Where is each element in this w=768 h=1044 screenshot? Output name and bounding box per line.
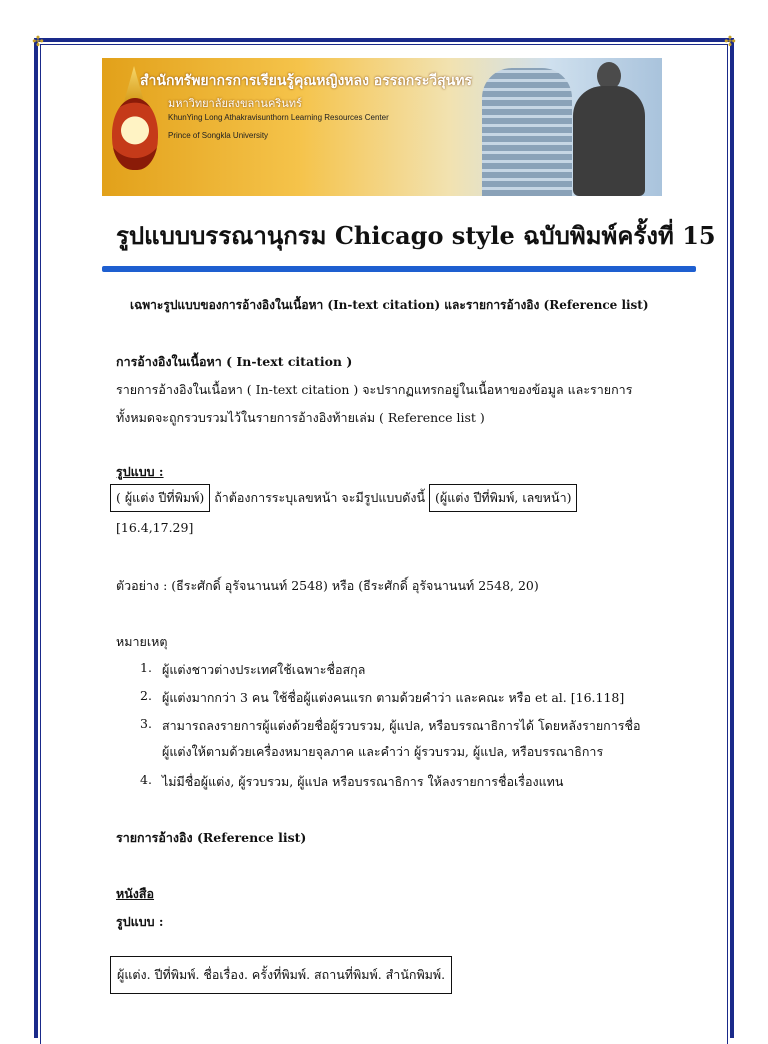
reference-heading: รายการอ้างอิง (Reference list)	[116, 830, 307, 845]
format-box-author-year: ( ผู้แต่ง ปีที่พิมพ์)	[110, 484, 210, 512]
note-number: 4.	[140, 772, 152, 787]
intext-format-label: รูปแบบ :	[116, 464, 164, 479]
corner-ornament-icon: ✣	[32, 34, 44, 50]
banner-english-title: KhunYing Long Athakravisunthorn Learning Resources Center	[168, 113, 389, 122]
note-number: 1.	[140, 660, 152, 675]
note-item-continuation: ผู้แต่งให้ตามด้วยเครื่องหมายจุลภาค และคำว่า ผู้รวบรวม, ผู้แปล, หรือบรรณาธิการ	[162, 744, 604, 759]
intext-format-line	[110, 484, 577, 512]
banner-thai-university: มหาวิทยาลัยสงขลานครินทร์	[168, 97, 302, 110]
page-subtitle: เฉพาะรูปแบบของการอ้างอิงในเนื้อหา (In-text citation) และรายการอ้างอิง (Reference list)	[130, 298, 649, 312]
note-item: ผู้แต่งชาวต่างประเทศใช้เฉพาะชื่อสกุล	[162, 662, 366, 677]
format-box-author-year-page: (ผู้แต่ง ปีที่พิมพ์, เลขหน้า)	[429, 484, 577, 512]
notes-heading: หมายเหตุ	[116, 634, 168, 649]
note-number: 2.	[140, 688, 152, 703]
note-item: สามารถลงรายการผู้แต่งด้วยชื่อผู้รวบรวม, ผู้แปล, หรือบรรณาธิการได้ โดยหลังรายการชื่อ	[162, 718, 641, 733]
intext-paragraph-line1: รายการอ้างอิงในเนื้อหา ( In-text citation ) จะปรากฏแทรกอยู่ในเนื้อหาของข้อมูล และรายการ	[116, 382, 633, 397]
intext-heading: การอ้างอิงในเนื้อหา ( In-text citation )	[116, 354, 353, 369]
format-middle-text: ถ้าต้องการระบุเลขหน้า จะมีรูปแบบดังนี้	[214, 490, 426, 505]
intext-paragraph-line2: ทั้งหมดจะถูกรวบรวมไว้ในรายการอ้างอิงท้ายเล่ม ( Reference list )	[116, 410, 485, 425]
university-logo	[112, 98, 158, 170]
note-number: 3.	[140, 716, 152, 731]
statue-image	[559, 62, 654, 196]
note-item: ไม่มีชื่อผู้แต่ง, ผู้รวบรวม, ผู้แปล หรือบรรณาธิการ ให้ลงรายการชื่อเรื่องแทน	[162, 774, 564, 789]
banner-thai-title: สำนักทรัพยากรการเรียนรู้คุณหญิงหลง อรรถกระวีสุนทร	[140, 73, 472, 89]
note-item: ผู้แต่งมากกว่า 3 คน ใช้ชื่อผู้แต่งคนแรก ตามด้วยคำว่า และคณะ หรือ et al. [16.118]	[162, 690, 625, 705]
page-title: รูปแบบบรรณานุกรม Chicago style ฉบับพิมพ์ครั้งที่ 15	[116, 221, 716, 250]
book-format-label: รูปแบบ :	[116, 914, 164, 929]
corner-ornament-icon: ✣	[724, 34, 736, 50]
title-rule	[102, 266, 696, 272]
book-heading: หนังสือ	[116, 886, 155, 901]
intext-example: ตัวอย่าง : (ธีระศักดิ์ อุรัจนานนท์ 2548) หรือ (ธีระศักดิ์ อุรัจนานนท์ 2548, 20)	[116, 578, 539, 593]
format-section-ref: [16.4,17.29]	[116, 520, 194, 535]
header-banner	[102, 58, 662, 196]
banner-english-university: Prince of Songkla University	[168, 131, 269, 140]
book-format-box-wrap	[110, 956, 452, 994]
book-format-box: ผู้แต่ง. ปีที่พิมพ์. ชื่อเรื่อง. ครั้งที่พิมพ์. สถานที่พิมพ์. สำนักพิมพ์.	[110, 956, 452, 994]
